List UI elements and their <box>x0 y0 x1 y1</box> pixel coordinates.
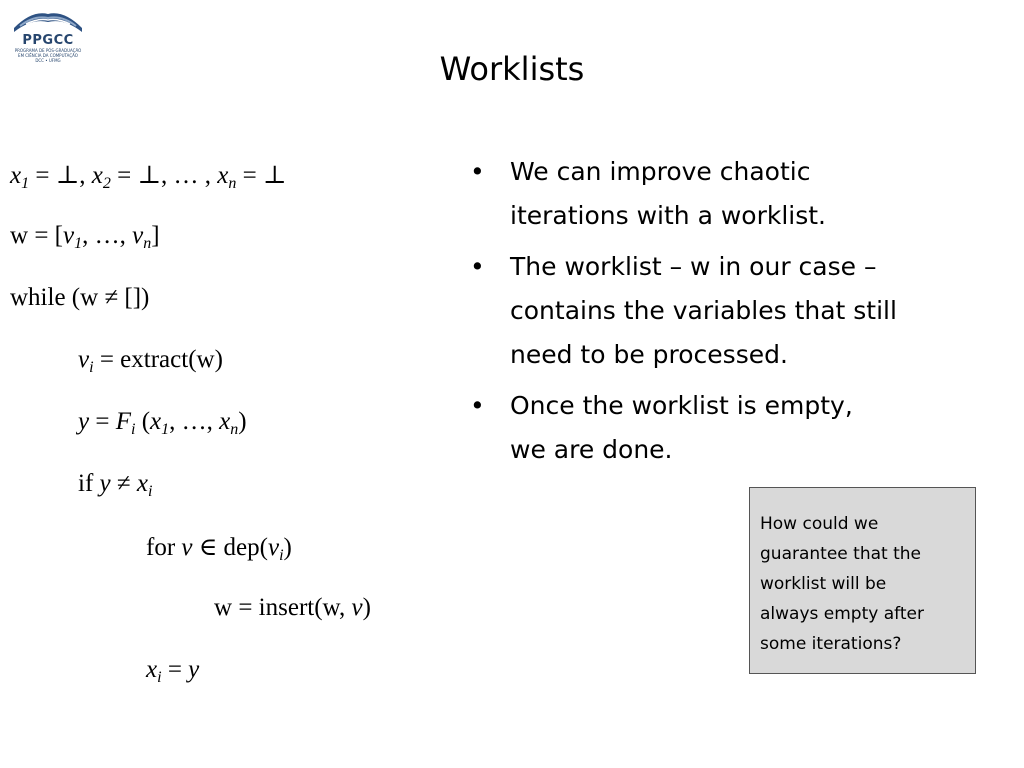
code-line-apply-f: $y = F_i$ ($x_1$, …, $x_n$) <box>78 408 247 438</box>
callout-text: some iterations? <box>760 634 902 654</box>
bullet-text: We can improve chaotic <box>510 157 811 186</box>
code-line-if: if $y \ne x_i$ <box>78 470 153 500</box>
callout-text: How could we <box>760 514 879 534</box>
question-callout-box <box>749 487 976 674</box>
code-line-init-vars: $x_1$ = ⊥, $x_2$ = ⊥, … , $x_n$ = ⊥ <box>10 162 287 192</box>
logo-subtitle-line: PROGRAMA DE PÓS-GRADUAÇÃO <box>14 48 82 53</box>
bullet-text: contains the variables that still <box>510 296 897 325</box>
bullet-dot-icon: • <box>470 252 485 281</box>
slide-title: Worklists <box>439 50 585 88</box>
code-line-while: while (w ≠ []) <box>10 284 150 311</box>
bullet-dot-icon: • <box>470 391 485 420</box>
bullet-text: iterations with a worklist. <box>510 201 827 230</box>
code-line-assign: $x_i = y$ <box>146 656 200 686</box>
logo-emblem-icon <box>12 6 84 34</box>
code-line-insert: w = insert(w, v) <box>214 594 371 621</box>
logo-title: PPGCC <box>22 33 74 48</box>
code-line-init-worklist: $w = [v_1$, …, $v_n$] <box>10 222 160 252</box>
code-line-extract: $v_i$ = extract(w) <box>78 346 223 376</box>
bullet-text: The worklist – w in our case – <box>510 252 877 281</box>
bullet-dot-icon: • <box>470 157 485 186</box>
callout-text: always empty after <box>760 604 924 624</box>
logo-subtitle-line: DCC • UFMG <box>35 58 61 63</box>
code-line-for: for v ∈ $dep(v_i)$ <box>146 534 292 564</box>
bullet-text: Once the worklist is empty, <box>510 391 853 420</box>
bullet-list <box>470 150 990 479</box>
bullet-item <box>470 245 990 377</box>
bullet-item <box>470 150 990 238</box>
callout-text: guarantee that the <box>760 544 921 564</box>
callout-text: worklist will be <box>760 574 887 594</box>
bullet-item <box>470 384 990 472</box>
bullet-text: need to be processed. <box>510 340 788 369</box>
bullet-text: we are done. <box>510 435 673 464</box>
logo-subtitle-line: EM CIÊNCIA DA COMPUTAÇÃO <box>18 53 78 58</box>
